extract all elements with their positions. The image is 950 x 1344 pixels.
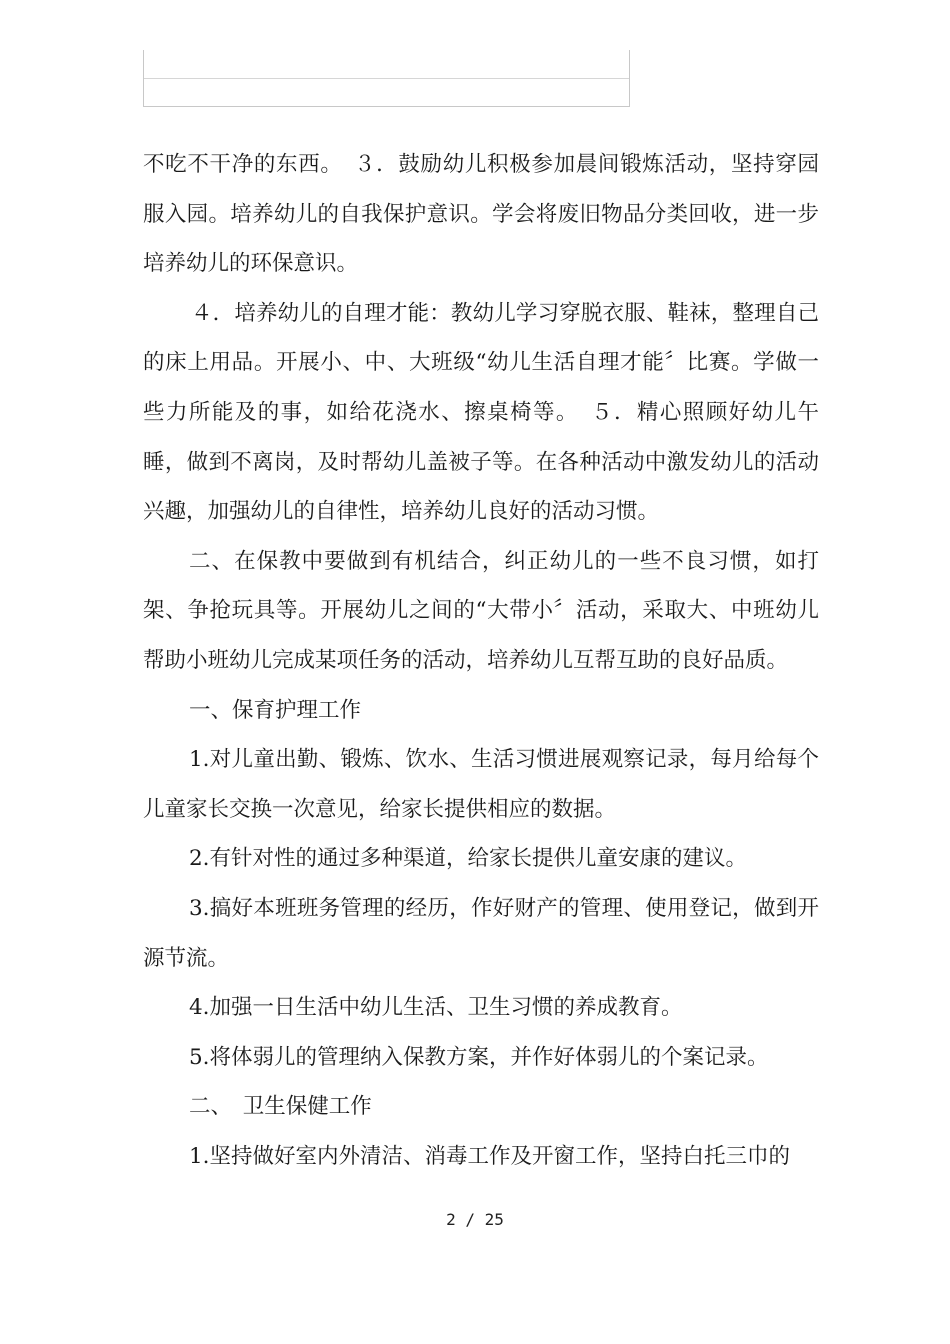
list-item-3: 3.搞好本班班务管理的经历，作好财产的管理、使用登记，做到开源节流。 — [143, 895, 819, 971]
section-heading-nursing: 一、保育护理工作 — [189, 697, 362, 723]
page-number: 2 / 25 — [446, 1210, 504, 1229]
document-body — [143, 140, 819, 1181]
list-item-5: 5.将体弱儿的管理纳入保教方案，并作好体弱儿的个案记录。 — [189, 1044, 769, 1070]
table-row-divider — [144, 78, 629, 79]
list-item-1: 1.对儿童出勤、锻炼、饮水、生活习惯进展观察记录，每月给每个儿童家长交换一次意见，给家长提供相应的数据。 — [143, 747, 819, 822]
paragraph-self-care: ４．培养幼儿的自理才能：教幼儿学习穿脱衣服、鞋袜，整理自己的床上用品。开展小、中、大班级“幼儿生活自理才能〞比赛。学做一些力所能及的事，如给花浇水、擦桌椅等。 ５．精心照顾好幼儿午睡，做到不离岗，及时帮幼儿盖被子等。在各种活动中激发幼儿的活动兴趣，加强幼儿的自律性，培养幼儿良好的活动习惯。 — [143, 300, 819, 525]
list-item-4: 4.加强一日生活中幼儿生活、卫生习惯的养成教育。 — [189, 995, 683, 1021]
list-item-hygiene-1: 1.坚持做好室内外清洁、消毒工作及开窗工作，坚持白托三巾的 — [189, 1143, 791, 1169]
section-heading-hygiene: 二、 卫生保健工作 — [189, 1094, 372, 1120]
table-fragment — [143, 50, 630, 107]
list-item-2: 2.有针对性的通过多种渠道，给家长提供儿童安康的建议。 — [189, 846, 748, 872]
paragraph-good-habits: 二、在保教中要做到有机结合，纠正幼儿的一些不良习惯，如打架、争抢玩具等。开展幼儿之间的“大带小〞活动，采取大、中班幼儿帮助小班幼儿完成某项任务的活动，培养幼儿互帮互助的良好品质。 — [143, 548, 819, 673]
paragraph-continuation: 不吃不干净的东西。 ３．鼓励幼儿积极参加晨间锻炼活动，坚持穿园服入园。培养幼儿的自我保护意识。学会将废旧物品分类回收，进一步培养幼儿的环保意识。 — [143, 152, 819, 277]
